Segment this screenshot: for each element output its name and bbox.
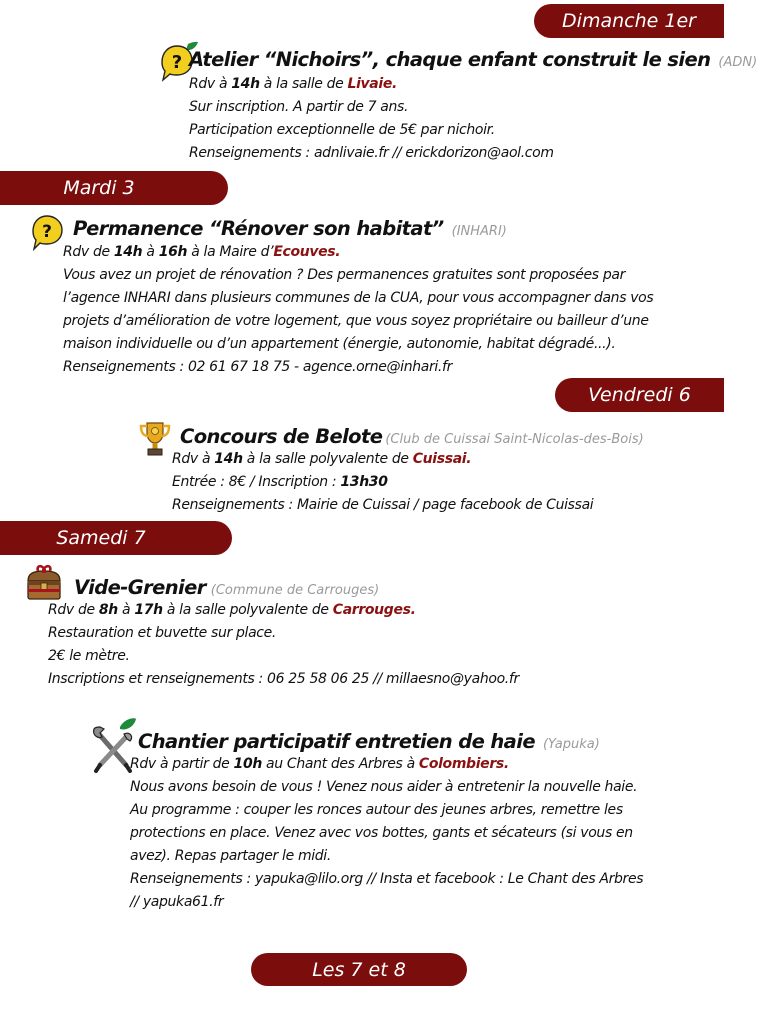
svg-text:?: ? [42, 222, 52, 242]
event-vide-grenier [48, 576, 519, 691]
event-rendezvous: Rdv de 8h à 17h à la salle polyvalente de Carrouges. [48, 602, 416, 618]
day-banner-label: Vendredi 6 [588, 384, 691, 406]
event-detail: 2€ le mètre. [48, 648, 130, 664]
event-title: Chantier participatif entretien de haie [138, 730, 535, 753]
event-detail: Sur inscription. A partir de 7 ans. [189, 99, 409, 115]
event-title: Permanence “Rénover son habitat” [73, 217, 444, 240]
event-atelier-nichoirs [189, 48, 757, 165]
event-organizer: (Yapuka) [542, 737, 600, 752]
event-entry-fee: Entrée : 8€ / Inscription : 13h30 [172, 474, 388, 490]
day-banner-les7et8 [251, 953, 467, 986]
event-detail: Au programme : couper les ronces autour des jeunes arbres, remettre les [130, 802, 623, 818]
event-chantier-haie [130, 730, 643, 914]
event-detail: Participation exceptionnelle de 5€ par nichoir. [189, 122, 495, 138]
event-rendezvous: Rdv à 14h à la salle polyvalente de Cuissai. [172, 451, 472, 467]
event-contact: Renseignements : 02 61 67 18 75 - agence.orne@inhari.fr [63, 359, 452, 375]
event-detail: Vous avez un projet de rénovation ? Des permanences gratuites sont proposées par [63, 267, 625, 283]
event-contact: // yapuka61.fr [130, 894, 224, 910]
event-detail: avez). Repas partager le midi. [130, 848, 331, 864]
event-detail: Restauration et buvette sur place. [48, 625, 277, 641]
event-rendezvous: Rdv de 14h à 16h à la Maire d’Ecouves. [63, 244, 341, 260]
event-contact: Renseignements : yapuka@lilo.org // Insta et facebook : Le Chant des Arbres [130, 871, 644, 887]
event-detail: maison individuelle ou d’un appartement (énergie, autonomie, habitat dégradé...). [63, 336, 616, 352]
day-banner-label: Samedi 7 [56, 527, 146, 549]
event-organizer: (INHARI) [451, 224, 507, 239]
event-rendezvous: Rdv à partir de 10h au Chant des Arbres à Colombiers. [130, 756, 509, 772]
day-banner-dimanche [534, 4, 724, 38]
event-detail: projets d’amélioration de votre logement, que vous soyez propriétaire ou bailleur d’une [63, 313, 649, 329]
day-banner-label: Mardi 3 [63, 177, 135, 199]
event-contact: Renseignements : adnlivaie.fr // erickdorizon@aol.com [189, 145, 554, 161]
event-concours-belote [172, 425, 644, 517]
event-organizer: (Commune de Carrouges) [210, 583, 380, 598]
event-organizer: (ADN) [718, 55, 757, 70]
question-bubble-icon [30, 211, 66, 251]
event-detail: Nous avons besoin de vous ! Venez nous aider à entretenir la nouvelle haie. [130, 779, 638, 795]
event-title: Atelier “Nichoirs”, chaque enfant construit le sien [189, 48, 711, 71]
day-banner-mardi [0, 171, 228, 205]
event-organizer: (Club de Cuissai Saint-Nicolas-des-Bois) [385, 432, 644, 447]
event-title: Concours de Belote [180, 425, 383, 448]
event-title: Vide-Grenier [74, 576, 206, 599]
event-detail: protections en place. Venez avec vos bottes, gants et sécateurs (si vous en [130, 825, 633, 841]
event-permanence-renover [63, 217, 653, 379]
day-banner-vendredi [555, 378, 724, 412]
day-banner-samedi [0, 521, 232, 555]
event-rendezvous: Rdv à 14h à la salle de Livaie. [189, 76, 397, 92]
event-contact: Renseignements : Mairie de Cuissai / page facebook de Cuissai [172, 497, 594, 513]
day-banner-label: Dimanche 1er [562, 10, 696, 32]
event-contact: Inscriptions et renseignements : 06 25 58 06 25 // millaesno@yahoo.fr [48, 671, 519, 687]
svg-text:?: ? [171, 52, 183, 73]
trophy-icon [137, 420, 173, 458]
day-banner-label: Les 7 et 8 [312, 958, 406, 981]
event-detail: l’agence INHARI dans plusieurs communes de la CUA, pour vous accompagner dans vos [63, 290, 654, 306]
